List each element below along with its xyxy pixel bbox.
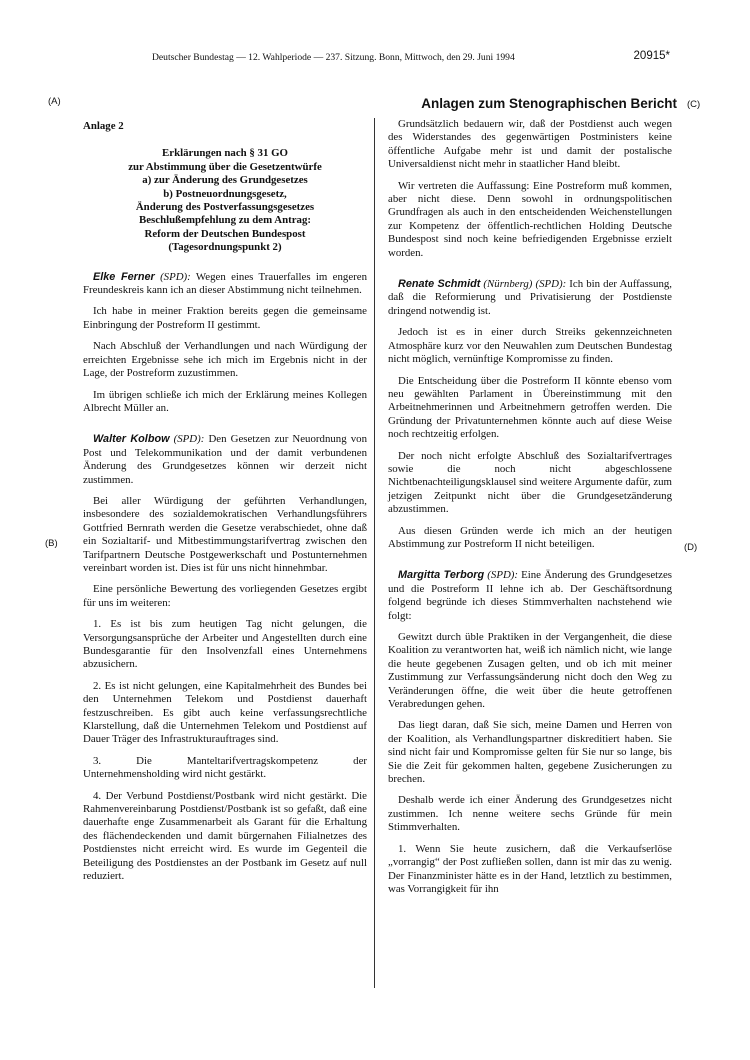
- paragraph: Bei aller Würdigung der geführten Verhandlungen, insbesondere des sozialdemokratischen Verhandlungsführers Gottfried Bernrath werden die Gesetze verabschiedet, ohne daß ein Sozialtarif- und Mitbestimmungstarifvertrag zwischen den Tarifpartnern Deutsche Postgewerkschaft und Postunternehmen vereinbart worden ist. Dies ist für uns nicht hinnehmbar.: [83, 494, 367, 574]
- margin-marker-b: (B): [45, 538, 58, 549]
- paragraph: Das liegt daran, daß Sie sich, meine Damen und Herren von der Koalition, als Verhandlungspartner diskreditiert haben. Sie sind nicht fair und Kompromisse gelten für Sie nur so lange, bis Sie die Zeit für gekommen halten, gegebene Zusicherungen zu brechen.: [388, 719, 672, 786]
- statement-kolbow-intro: [83, 433, 367, 487]
- statement-schmidt-intro: [388, 278, 672, 318]
- annex-title-block: [83, 147, 367, 254]
- speaker-name: Margitta Terborg: [398, 569, 485, 582]
- speaker-party: (Nürnberg) (SPD):: [483, 278, 567, 291]
- paragraph: Eine persönliche Bewertung des vorliegenden Gesetzes ergibt für uns im weiteren:: [83, 583, 367, 609]
- paragraph: Grundsätzlich bedauern wir, daß der Postdienst auch wegen des Widerstandes des gegenwärtigen Postministers keine öffentliche Aufgabe mehr ist und damit der postalische Universaldienst nicht mehr in staatlicher Hand bleibt.: [388, 118, 672, 171]
- paragraph: Im übrigen schließe ich mich der Erklärung meines Kollegen Albrecht Müller an.: [83, 388, 367, 414]
- right-column: [388, 118, 672, 904]
- title-line: Reform der Deutschen Bundespost: [144, 227, 306, 240]
- left-column: [83, 118, 367, 892]
- title-line: Erklärungen nach § 31 GO: [162, 147, 288, 160]
- paragraph: Die Entscheidung über die Postreform II könnte ebenso vom neu gewählten Parlament in Übereinstimmung mit den Arbeitnehmerinnen und Arbeitnehmern getroffen werden. Die Gründung der Privatunternehmen könnte auch auf diese Weise noch rechtzeitig erfolgen.: [388, 374, 672, 441]
- speaker-name: Renate Schmidt: [398, 278, 481, 291]
- paragraph: 3. Die Manteltarifvertragskompetenz der Unternehmensholding wird nicht gestärkt.: [83, 754, 367, 781]
- paragraph: Nach Abschluß der Verhandlungen und nach Würdigung der erreichten Ergebnisse sehe ich mich im Ergebnis nicht in der Lage, der Postreform zuzustimmen.: [83, 340, 367, 380]
- margin-marker-a: (A): [48, 96, 61, 107]
- section-title: Anlagen zum Stenographischen Bericht: [421, 96, 677, 111]
- paragraph: 2. Es ist nicht gelungen, eine Kapitalmehrheit des Bundes bei den Unternehmen Telekom und Postdienst dauerhaft festzuschreiben. Es gibt auch keine verfassungsrechtliche Klarstellung, daß die Unternehmen Telekom und Postdienst auf Dauer Träger des Infrastrukturauftrages sind.: [83, 679, 367, 746]
- title-line: zur Abstimmung über die Gesetzentwürfe: [128, 160, 322, 173]
- speaker-party: (SPD):: [173, 433, 205, 446]
- speaker-party: (SPD):: [487, 569, 518, 582]
- paragraph: Ich habe in meiner Fraktion bereits gegen die gemeinsame Einbringung der Postreform II gestimmt.: [83, 305, 367, 331]
- paragraph: 1. Wenn Sie heute zusichern, daß die Verkaufserlöse „vorrangig“ der Post zufließen sollen, dann ist mir das zu wenig. Der Finanzminister hätte es in der Hand, letztlich zu bestimmen, was Vorrangigkeit für ihn: [388, 842, 672, 895]
- paragraph: Der noch nicht erfolgte Abschluß des Sozialtarifvertrages sowie die noch nicht abgeschlossene Nichtbenachteiligungsklausel sind weitere Argumente dafür, zum jetzigen Zeitpunkt nicht über die Grundgesetzänderung abzustimmen.: [388, 449, 672, 516]
- title-line: b) Postneuordnungsgesetz,: [163, 187, 287, 200]
- annex-heading: Anlage 2: [83, 120, 124, 132]
- paragraph: Deshalb werde ich einer Änderung des Grundgesetzes nicht zustimmen. Ich nenne weitere sechs Gründe für mein Stimmverhalten.: [388, 794, 672, 834]
- paragraph: Jedoch ist es in einer durch Streiks gekennzeichneten Atmosphäre kurz vor den Neuwahlen zum Deutschen Bundestag nicht möglich, vernünftige Kompromisse zu finden.: [388, 326, 672, 366]
- paragraph: Gewitzt durch üble Praktiken in der Vergangenheit, die diese Koalition zu verantworten hat, weiß ich nämlich nicht, wie lange die heute gegebenen Zusagen gelten, und ob ich mit meiner Zustimmung zur Verfassungsänderung nicht doch den Weg zu Veränderungen öffne, die weit über die heute getroffenen Verabredungen gehen.: [388, 631, 672, 711]
- title-line: Beschlußempfehlung zu dem Antrag:: [138, 214, 311, 227]
- running-header: Deutscher Bundestag — 12. Wahlperiode — 237. Sitzung. Bonn, Mittwoch, den 29. Juni 1994: [152, 52, 515, 63]
- margin-marker-c: (C): [687, 99, 701, 110]
- paragraph: 1. Es ist bis zum heutigen Tag nicht gelungen, die Versorgungsansprüche der Arbeiter und Angestellten durch eine Bundesgarantie für den Insolvenzfall eines Unternehmens abzusichern.: [83, 618, 367, 671]
- column-divider: [374, 118, 375, 988]
- title-line: Änderung des Postverfassungsgesetzes: [135, 201, 315, 214]
- statement-text: Eine Änderung des Grundgesetzes und die Postreform II lehne ich ab. Der Geschäftsordnung folgend begründe ich dieses Stimmverhalten nachstehend wie folgt:: [388, 569, 672, 622]
- statement-text: Wegen eines Trauerfalles im engeren Freundeskreis kann ich an dieser Abstimmung nicht teilnehmen.: [83, 270, 367, 297]
- paragraph: Wir vertreten die Auffassung: Eine Postreform muß kommen, aber nicht diese. Denn sowohl in ordnungspolitischen Grundfragen als auch in den entscheidenden Weichenstellungen zur Kompetenz der öffentlich-rechtlichen Holding Deutsche Bundespost sind noch keine befriedigenden Ergebnisse erzielt worden.: [388, 179, 672, 259]
- speaker-name: Elke Ferner: [93, 270, 155, 283]
- page-number: 20915*: [633, 50, 670, 62]
- statement-text: Ich bin der Auffassung, daß die Reformierung und Privatisierung der Postdienste dringend notwendig ist.: [388, 278, 673, 317]
- title-line: a) zur Änderung des Grundgesetzes: [142, 174, 308, 187]
- speaker-name: Walter Kolbow: [93, 433, 170, 446]
- title-line: (Tagesordnungspunkt 2): [168, 241, 282, 254]
- statement-text: Den Gesetzen zur Neuordnung von Post und Telekommunikation und der damit verbundenen Änderung des Grundgesetzes können wir derzeit nicht zustimmen.: [83, 433, 367, 486]
- statement-ferner-intro: [83, 271, 367, 298]
- speaker-party: (SPD):: [160, 270, 191, 283]
- paragraph: 4. Der Verbund Postdienst/Postbank wird nicht gestärkt. Die Rahmenvereinbarung Postdienst/Postbank ist so gefaßt, daß eine dauerhafte enge Zusammenarbeit als Garant für die Erhaltung des flächendeckenden und damit bürgernahen Filialnetzes des Postdienstes nicht erreicht wird. Es wurde im Gegenteil die Beteiligung des Postdienstes an der Postbank im Gesetz auf null reduziert.: [83, 789, 367, 883]
- paragraph: Aus diesen Gründen werde ich mich an der heutigen Abstimmung zur Postreform II nicht beteiligen.: [388, 524, 672, 550]
- margin-marker-d: (D): [684, 542, 698, 553]
- statement-terborg-intro: [388, 569, 672, 623]
